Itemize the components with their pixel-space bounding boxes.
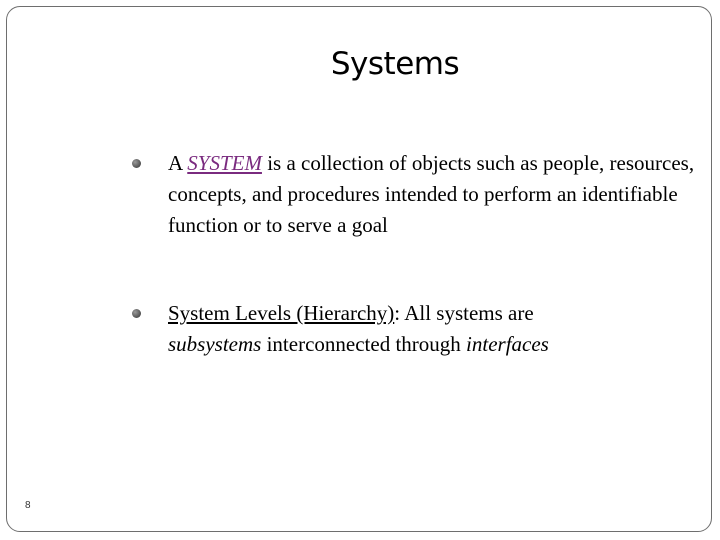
term-system: SYSTEM: [187, 151, 262, 175]
bullet-item-system-levels: [148, 298, 708, 360]
slide-frame: [6, 6, 712, 532]
bullet-icon: [132, 309, 141, 318]
bullet-prefix: A: [168, 151, 188, 175]
term-system-levels: System Levels (Hierarchy): [168, 301, 395, 325]
bullet-after-term: : All systems are: [394, 301, 534, 325]
term-interfaces: interfaces: [466, 332, 549, 356]
page-number: 8: [25, 500, 31, 511]
bullet-item-system-definition: [148, 148, 708, 241]
bullet-middle: interconnected through: [261, 332, 467, 356]
bullet-text: [168, 148, 708, 241]
bullet-icon: [132, 159, 141, 168]
bullet-rest: is a collection of objects such as people, resources, concepts, and procedures intended to perform an identifiable function or to serve a goal: [168, 151, 695, 237]
term-subsystems: subsystems: [168, 332, 262, 356]
slide-title: Systems: [330, 46, 460, 82]
bullet-text: [168, 298, 708, 360]
